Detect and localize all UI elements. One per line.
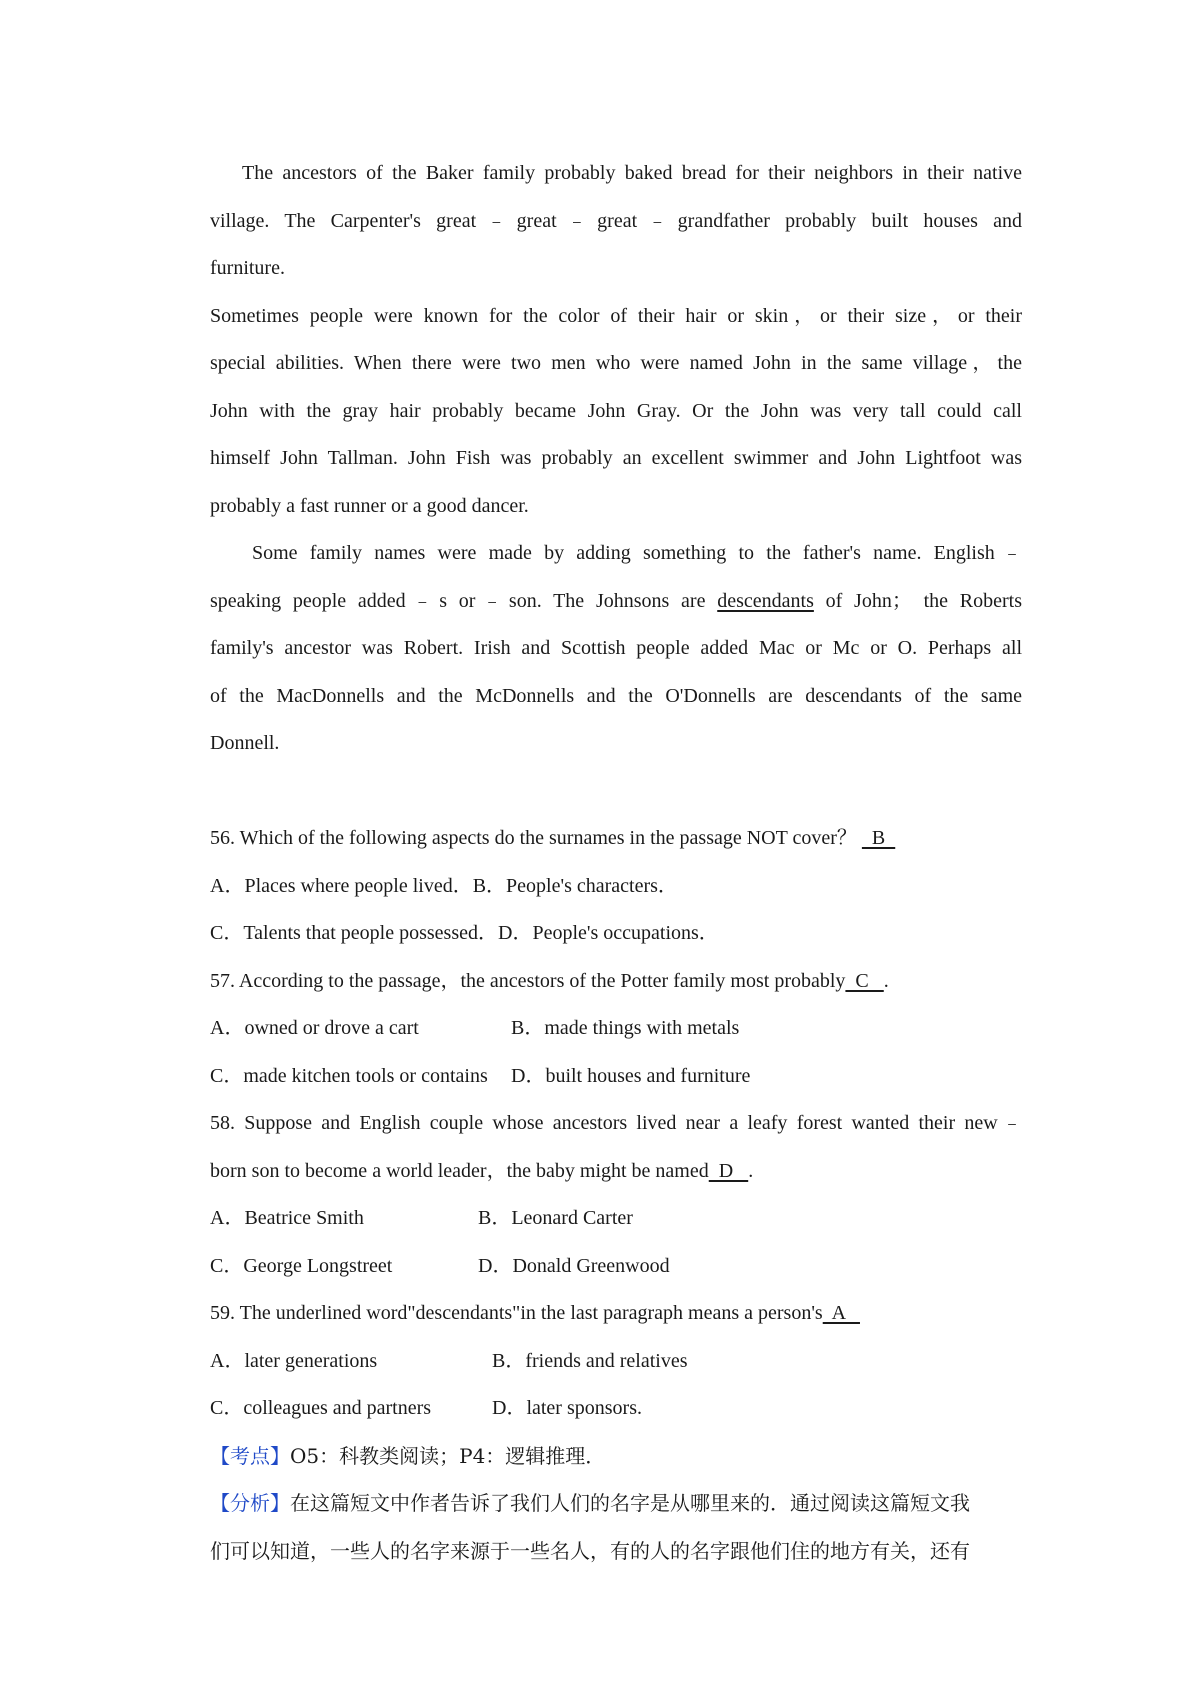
- fenxi-line1: [210, 1480, 1022, 1528]
- passage-p1-line1: The ancestors of the Baker family probably baked bread for their neighbors in their native: [242, 162, 1022, 184]
- question-59-stem: [210, 1290, 1022, 1338]
- underlined-word-descendants: descendants: [717, 589, 814, 612]
- kaodian-tag: 【考点】: [210, 1443, 290, 1468]
- question-59-option-b: B．friends and relatives: [492, 1349, 688, 1372]
- fenxi-line2: 们可以知道，一些人的名字来源于一些名人，有的人的名字跟他们住的地方有关，还有: [210, 1538, 970, 1563]
- fenxi-tag: 【分析】: [210, 1491, 290, 1515]
- question-59-option-d: D．later sponsors.: [492, 1397, 642, 1419]
- question-58-options-ab: [210, 1195, 1022, 1243]
- fenxi-text-line1: 在这篇短文中作者告诉了我们人们的名字是从哪里来的．通过阅读这篇短文我: [290, 1491, 970, 1515]
- kaodian-text: O5：科教类阅读；P4：逻辑推理．: [290, 1443, 606, 1468]
- passage-p3-line5: Donnell.: [210, 732, 280, 754]
- question-57-end: .: [883, 969, 889, 992]
- spacer: [210, 768, 1022, 816]
- question-58-text: born son to become a world leader，the baby might be named: [210, 1159, 709, 1182]
- passage-p3-line2-pre: speaking people added﹣s or﹣son. The Johnsons are: [210, 589, 718, 612]
- passage-p3-line2-post: of John； the Roberts: [813, 589, 1023, 612]
- question-56-options-cd: C．Talents that people possessed．D．People's occupations．: [210, 922, 719, 944]
- question-58-option-a: A．Beatrice Smith: [210, 1207, 364, 1229]
- question-58-answer: D: [708, 1159, 749, 1182]
- passage-p1-line2: village. The Carpenter's great﹣great﹣great﹣grandfather probably built houses and: [210, 209, 1022, 232]
- question-58-option-b: B．Leonard Carter: [478, 1207, 633, 1229]
- passage-p2-line4: himself John Tallman. John Fish was probably an excellent swimmer and John Lightfoot was: [210, 447, 1022, 469]
- question-58-stem-line1: 58. Suppose and English couple whose ancestors lived near a leafy forest wanted their new﹣: [210, 1112, 1022, 1134]
- question-57-text: 57. According to the passage，the ancestors of the Potter family most probably: [210, 969, 846, 992]
- question-59-options-cd: [210, 1385, 1022, 1433]
- question-57-option-b: B．made things with metals: [511, 1017, 740, 1039]
- question-57-option-a: A．owned or drove a cart: [210, 1017, 419, 1039]
- question-57-answer: C: [845, 969, 884, 992]
- question-59-option-c: C．colleagues and partners: [210, 1397, 432, 1419]
- question-59-text: 59. The underlined word"descendants"in the last paragraph means a person's: [210, 1302, 823, 1324]
- question-57-option-c: C．made kitchen tools or contains: [210, 1064, 488, 1087]
- question-58-option-c: C．George Longstreet: [210, 1254, 393, 1277]
- passage-p2-line1: Sometimes people were known for the color of their hair or skin，or their size，or their: [210, 304, 1022, 327]
- question-56-options-ab: A．Places where people lived．B．People's characters．: [210, 874, 678, 897]
- question-57-option-d: D．built houses and furniture: [511, 1064, 751, 1087]
- question-57-stem: [210, 958, 1022, 1006]
- question-58-option-d: D．Donald Greenwood: [478, 1254, 670, 1277]
- question-58-stem-line2: [210, 1148, 1022, 1196]
- passage-p2-line2: special abilities. When there were two men who were named John in the same village，the: [210, 352, 1022, 374]
- question-56-text: 56. Which of the following aspects do the surnames in the passage NOT cover？: [210, 827, 857, 849]
- question-57-options-ab: [210, 1005, 1022, 1053]
- passage-p2-line3: John with the gray hair probably became John Gray. Or the John was very tall could call: [210, 399, 1022, 422]
- kaodian-line: [210, 1433, 1022, 1481]
- document-page: [210, 150, 1022, 1575]
- passage-p3-line4: of the MacDonnells and the McDonnells and the O'Donnells are descendants of the same: [210, 684, 1022, 707]
- question-58-options-cd: [210, 1243, 1022, 1291]
- question-57-options-cd: [210, 1053, 1022, 1101]
- passage-p3-line1: Some family names were made by adding something to the father's name. English﹣: [252, 542, 1022, 564]
- passage-p2-line5: probably a fast runner or a good dancer.: [210, 494, 529, 517]
- question-59-option-a: A．later generations: [210, 1349, 378, 1372]
- question-58-end: .: [748, 1159, 754, 1182]
- question-56-answer: B: [861, 827, 896, 849]
- question-59-answer: A: [822, 1302, 860, 1324]
- passage-p3-line2: [210, 578, 1022, 626]
- passage-p3-line3: family's ancestor was Robert. Irish and Scottish people added Mac or Mc or O. Perhaps all: [210, 637, 1022, 659]
- passage-p1-line3: furniture.: [210, 257, 285, 279]
- question-56-stem: [210, 815, 1022, 863]
- question-59-options-ab: [210, 1338, 1022, 1386]
